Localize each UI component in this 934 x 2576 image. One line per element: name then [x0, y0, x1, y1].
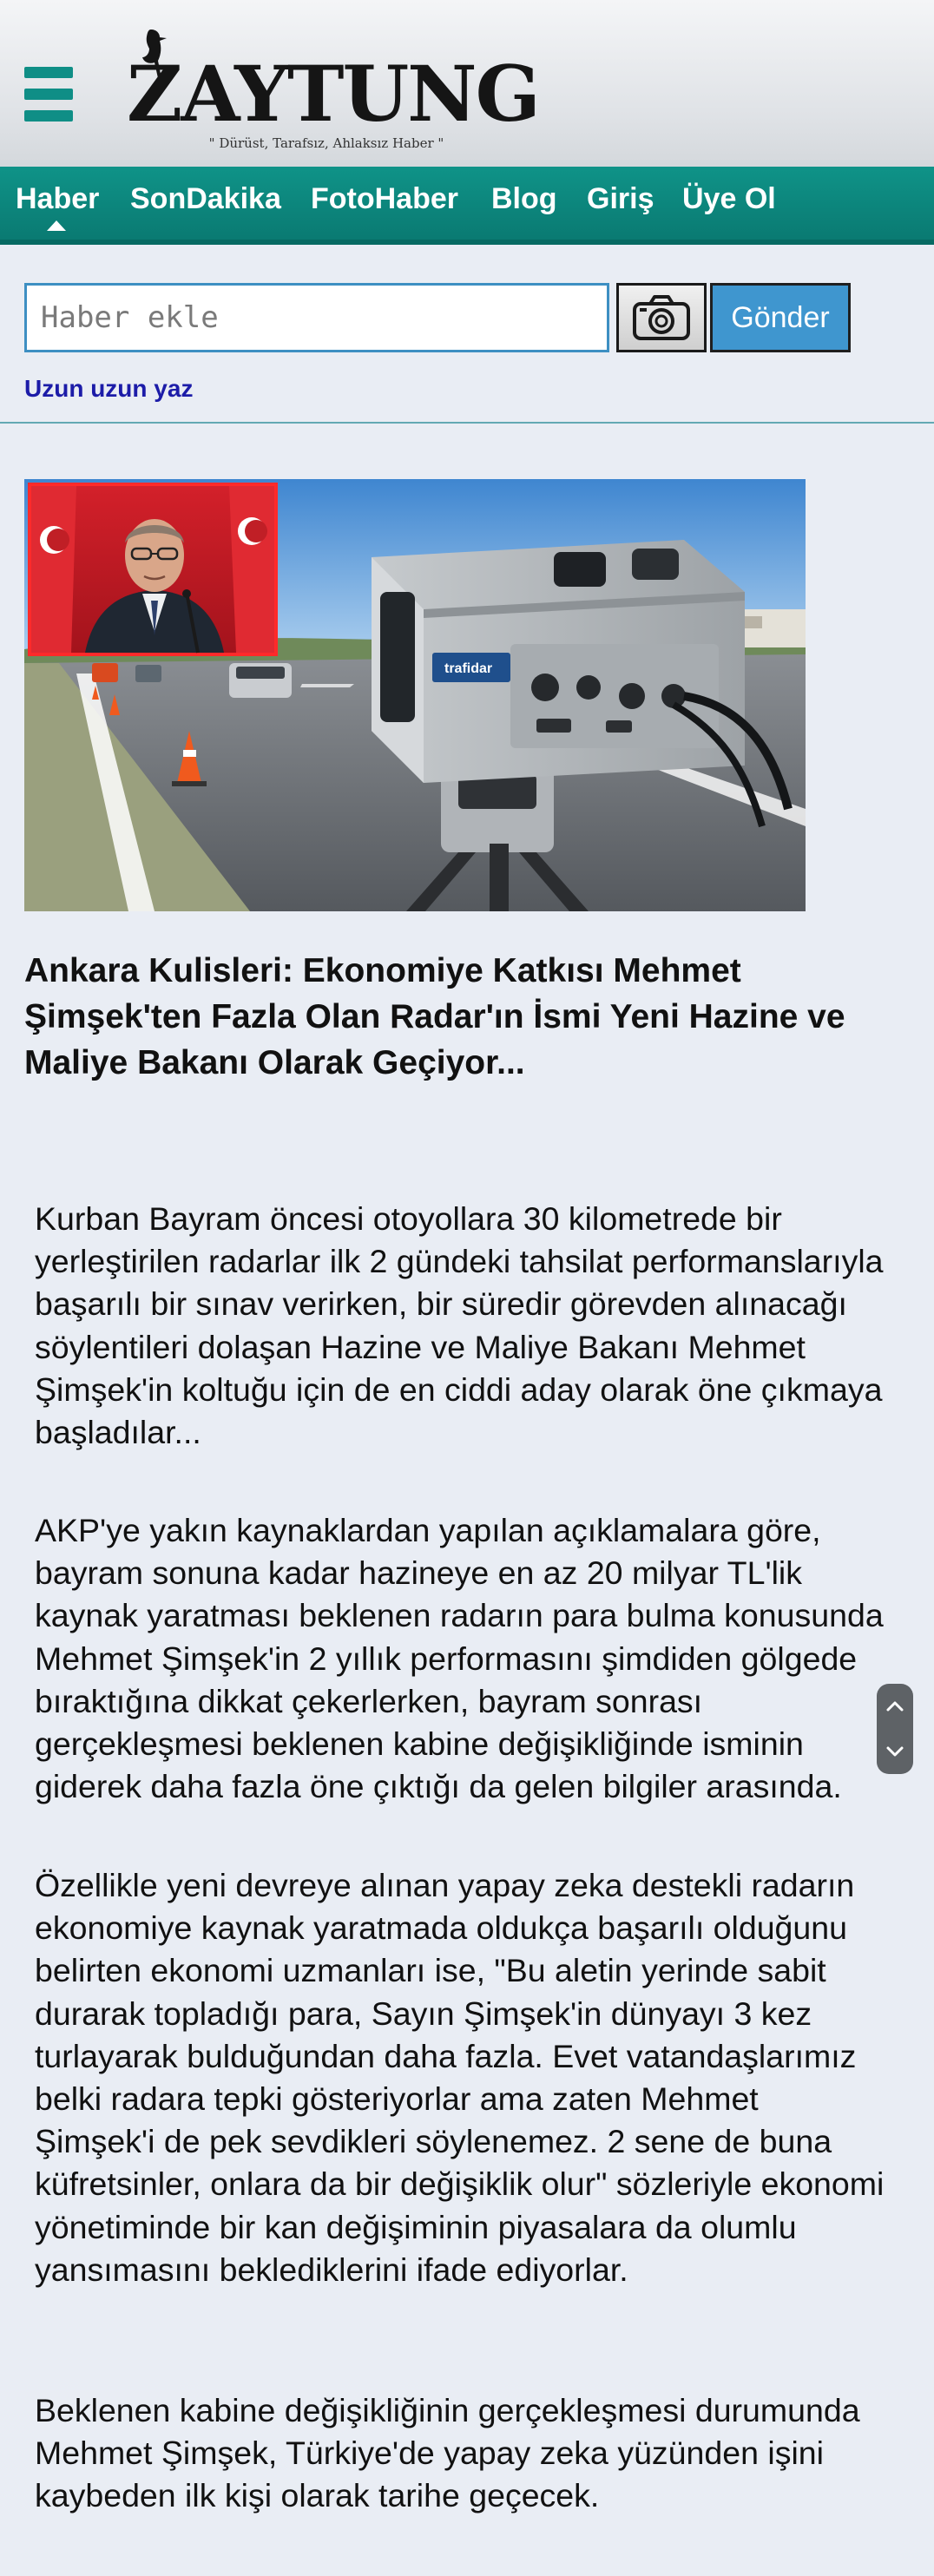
active-nav-indicator: [47, 220, 66, 231]
article-paragraph: AKP'ye yakın kaynaklardan yapılan açıklamalara göre, bayram sonuna kadar hazineye en az 20 milyar TL'lik kaynak yaratması beklenen radarın para bulma konusunda Mehmet Şimşek'in 2 yıllık performasını şimdiden gölgede bıraktığına dikkat çekerlerken, bayram sonrası gerçekleşmesi beklenen kabine değişikliğinde isminin giderek daha fazla öne çıktığı da gelen bilgiler arasında.: [35, 1512, 884, 1805]
nav-item-giris[interactable]: Giriş: [587, 182, 654, 215]
hamburger-icon[interactable]: [24, 67, 73, 122]
chevron-up-icon: [885, 1700, 904, 1712]
article-image[interactable]: [24, 479, 806, 911]
camera-icon: [631, 293, 692, 342]
nav-item-sondakika[interactable]: SonDakika: [130, 182, 281, 215]
send-button[interactable]: Gönder: [710, 283, 851, 352]
section-divider: [0, 422, 934, 424]
main-nav: [0, 167, 934, 245]
hamburger-bar: [24, 89, 73, 100]
news-input[interactable]: [24, 283, 609, 352]
nav-item-fotohaber[interactable]: FotoHaber: [311, 182, 458, 215]
chevron-down-icon: [885, 1745, 904, 1758]
camera-button[interactable]: [616, 283, 707, 352]
nav-item-uye-ol[interactable]: Üye Ol: [682, 182, 776, 215]
article-headline[interactable]: Ankara Kulisleri: Ekonomiye Katkısı Mehmet Şimşek'ten Fazla Olan Radar'ın İsmi Yeni Hazine ve Maliye Bakanı Olarak Geçiyor...: [24, 952, 845, 1081]
scroll-down-button[interactable]: [877, 1729, 913, 1774]
article-paragraph: Özellikle yeni devreye alınan yapay zeka destekli radarın ekonomiye kaynak yaratmada oldukça başarılı olduğunu belirten ekonomi uzmanları ise, "Bu aletin yerinde sabit durarak topladığı para, Sayın Şimşek'in dünyayı 3 kez turlayarak bulduğundan daha fazla. Evet vatandaşlarımız belki radara tepki gösteriyorlar ama zaten Mehmet Şimşek'i de pek sevdikleri söylenemez. 2 sene de buna küfretsinler, onlara da bir değişiklik olur" sözleriyle ekonomi yönetiminde bir kan değişiminin piyasalara da olumlu yansımasını beklediklerini ifade ediyorlar.: [35, 1867, 885, 2288]
scroll-up-button[interactable]: [877, 1684, 913, 1729]
site-logo[interactable]: [127, 24, 539, 154]
hint-link[interactable]: Uzun uzun yaz: [24, 375, 194, 402]
article-paragraph: Kurban Bayram öncesi otoyollara 30 kilometrede bir yerleştirilen radarlar ilk 2 gündeki tahsilat performanslarıyla başarılı bir sınav verirken, bir süredir görevden alınacağı söylentileri dolaşan Hazine ve Maliye Bakanı Mehmet Şimşek'in koltuğu için de en ciddi aday olarak öne çıkmaya başladılar...: [35, 1200, 884, 1451]
logo-wordmark: ZAYTUNG: [127, 49, 539, 139]
scroll-widget: [877, 1684, 913, 1774]
article-paragraph: Beklenen kabine değişikliğinin gerçekleşmesi durumunda Mehmet Şimşek, Türkiye'de yapay zeka yüzünden işini kaybeden ilk kişi olarak tarihe geçecek.: [35, 2392, 860, 2514]
article-photo: [24, 479, 806, 911]
logo-slogan: " Dürüst, Tarafsız, Ahlaksız Haber ": [208, 135, 444, 151]
nav-item-haber[interactable]: Haber: [16, 182, 100, 215]
nav-item-blog[interactable]: Blog: [491, 182, 557, 215]
hamburger-bar: [24, 67, 73, 78]
hamburger-bar: [24, 110, 73, 122]
radar-brand-label: trafidar: [444, 661, 493, 676]
site-header: [0, 0, 934, 167]
